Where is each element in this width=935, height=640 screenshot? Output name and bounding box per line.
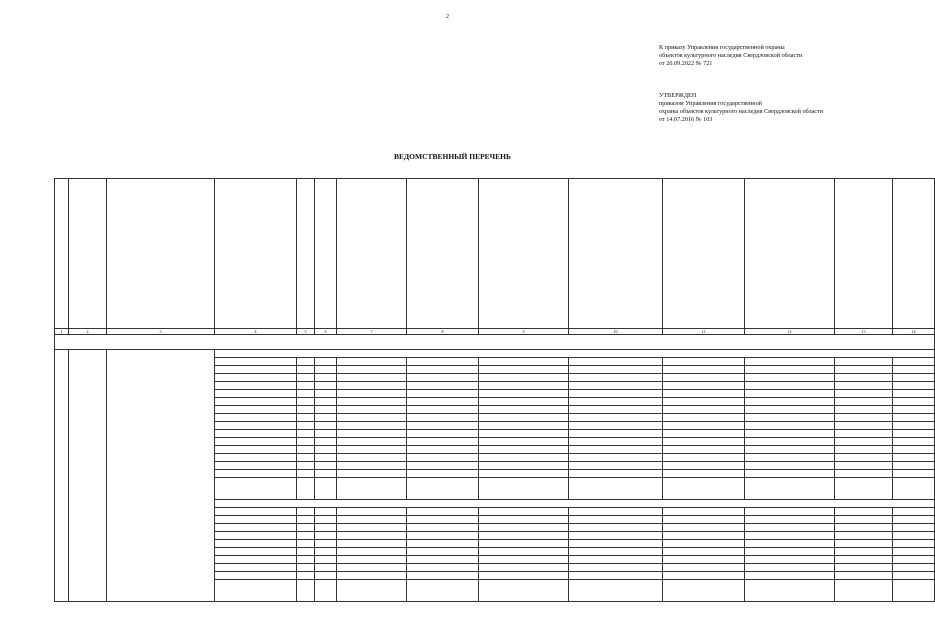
column-number: 7 (337, 329, 407, 335)
column-number: 5 (297, 329, 315, 335)
order-line-1: К приказу Управления государственной охраны (659, 44, 785, 51)
order-line-3: от 20.09.2022 № 721 (659, 60, 713, 67)
header-cell (479, 179, 569, 329)
header-cell (835, 179, 893, 329)
column-number: 2 (69, 329, 107, 335)
order-line-2: объектов культурного наследия Свердловской области (659, 52, 803, 59)
header-cell (215, 179, 297, 329)
approval-block (659, 92, 823, 124)
item-name (107, 350, 215, 602)
header-cell (569, 179, 663, 329)
header-cell (745, 179, 835, 329)
group-label (215, 350, 935, 358)
document-title: ВЕДОМСТВЕННЫЙ ПЕРЕЧЕНЬ (394, 152, 511, 161)
group-label (215, 500, 935, 508)
approved-line-2: приказом Управления государственной (659, 100, 762, 107)
header-cell (337, 179, 407, 329)
column-number: 8 (407, 329, 479, 335)
column-number: 9 (479, 329, 569, 335)
okpd-code (69, 350, 107, 602)
header-cell (69, 179, 107, 329)
column-number: 11 (663, 329, 745, 335)
column-number: 12 (745, 329, 835, 335)
column-number: 1 (55, 329, 69, 335)
header-cell (55, 179, 69, 329)
order-reference (659, 44, 802, 68)
column-number: 14 (893, 329, 935, 335)
header-cell (893, 179, 935, 329)
column-number: 3 (107, 329, 215, 335)
table-note (55, 335, 935, 350)
approved-line-4: от 14.07.2016 № 103 (659, 116, 713, 123)
group-row (55, 350, 935, 358)
column-number: 13 (835, 329, 893, 335)
row-number (55, 350, 69, 602)
goods-list-table (54, 178, 935, 602)
header-cell (107, 179, 215, 329)
approved-line-3: охраны объектов культурного наследия Свердловской области (659, 108, 824, 115)
header-cell (407, 179, 479, 329)
column-number: 6 (315, 329, 337, 335)
approved-label: УТВЕРЖДЕН (659, 92, 697, 99)
column-number: 10 (569, 329, 663, 335)
header-cell (297, 179, 315, 329)
header-cell (663, 179, 745, 329)
header-cell (315, 179, 337, 329)
column-number: 4 (215, 329, 297, 335)
table-header (55, 179, 935, 329)
table-note-row (55, 335, 935, 350)
page-number: 2 (446, 14, 449, 20)
